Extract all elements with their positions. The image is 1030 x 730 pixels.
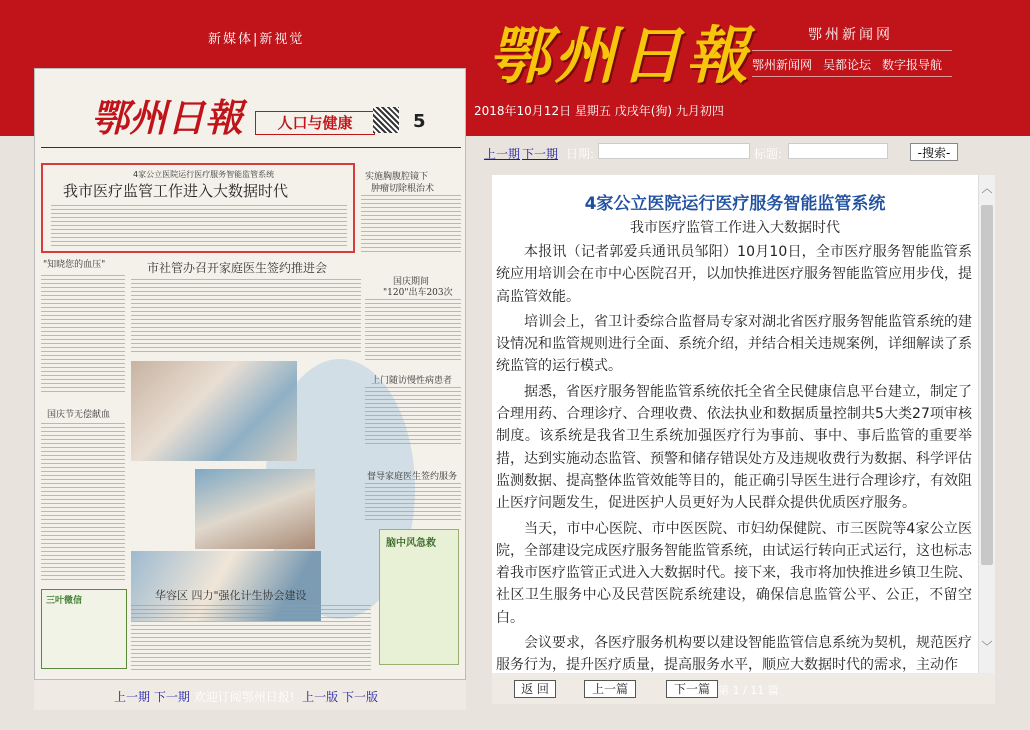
health-ad-box <box>379 529 459 665</box>
wechat-promo-title: 三叶微信 <box>46 596 83 606</box>
header-slogan: 新媒体|新视觉 <box>208 32 305 47</box>
paper-headline[interactable]: 实施胸腹腔镜下 <box>365 172 429 182</box>
paper-headline[interactable]: 上门随访慢性病患者 <box>371 376 453 386</box>
news-photo <box>131 361 297 461</box>
search-next-issue-link[interactable]: 下一期 <box>522 147 559 161</box>
article-text-block <box>365 299 461 363</box>
paper-headline[interactable]: 国庆期间 <box>393 277 430 287</box>
wechat-promo-box <box>41 589 127 669</box>
article-text-block <box>41 423 125 583</box>
back-button[interactable]: 返 回 <box>514 680 556 698</box>
prev-edition-link[interactable]: 上一版 <box>302 690 339 704</box>
highlight-title: 我市医疗监管工作进入大数据时代 <box>63 182 289 200</box>
page-nav <box>34 680 466 710</box>
link-ezhou-news[interactable]: 鄂州新闻网 <box>752 58 813 72</box>
paper-rule <box>41 147 461 148</box>
top-links <box>752 56 953 73</box>
header-divider <box>752 76 952 77</box>
prev-issue-link[interactable]: 上一期 <box>114 690 151 704</box>
prev-article-button[interactable]: 上一篇 <box>584 680 636 698</box>
article-text-block <box>365 483 461 523</box>
header-divider <box>752 50 952 51</box>
article-text-block <box>361 195 461 255</box>
newspaper-page-image[interactable] <box>34 68 466 680</box>
date-label: 日期: <box>566 147 595 161</box>
article-nav-bar <box>492 673 995 704</box>
paper-headline[interactable]: 肿瘤切除根治术 <box>371 184 435 194</box>
article-scrollbar[interactable] <box>978 175 995 673</box>
news-photo <box>195 469 315 549</box>
paper-headline[interactable]: 市社管办召开家庭医生签约推进会 <box>147 261 328 275</box>
selected-article-highlight[interactable] <box>41 163 355 253</box>
search-bar <box>474 138 998 166</box>
article-text-block <box>131 605 371 671</box>
article-page-indicator: 第 1 / 11 篇 <box>718 684 779 697</box>
next-article-button[interactable]: 下一篇 <box>666 680 718 698</box>
scroll-thumb[interactable] <box>981 205 993 565</box>
scroll-up-icon[interactable]: ︿ <box>981 182 993 195</box>
scroll-down-icon[interactable]: ﹀ <box>981 640 993 653</box>
paper-headline[interactable]: 督导家庭医生签约服务 <box>367 472 458 482</box>
article-title: 4家公立医院运行医疗服务智能监管系统 <box>584 194 886 214</box>
highlight-kicker: 4家公立医院运行医疗服务智能监管系统 <box>133 170 275 179</box>
article-paragraph: 培训会上，省卫计委综合监督局专家对湖北省医疗服务智能监管系统的建设情况和监管规则进行全面、系统介绍，并结合相关违规案例，详细解读了系统监管的运行模式。 <box>496 313 972 375</box>
link-digital-nav[interactable]: 数字报导航 <box>882 58 943 72</box>
search-prev-issue-link[interactable]: 上一期 <box>484 147 521 161</box>
qr-code-icon <box>373 107 399 133</box>
paper-headline[interactable]: 国庆节无偿献血 <box>47 410 111 420</box>
article-text-block <box>51 205 347 249</box>
search-button[interactable]: -搜索- <box>910 143 958 161</box>
title-input[interactable] <box>788 143 888 159</box>
issue-date: 2018年10月12日 星期五 戊戌年(狗) 九月初四 <box>474 104 724 118</box>
welcome-text: 欢迎订阅鄂州日报! <box>193 690 295 704</box>
article-paragraph: 本报讯（记者郭爱兵通讯员邹阳）10月10日，全市医疗服务智能监管系统应用培训会在市中心医院召开，以加快推进医疗服务智能监管应用步伐，提高监管效能。 <box>496 244 972 305</box>
article-text-block <box>41 275 125 395</box>
link-wudu-forum[interactable]: 吴都论坛 <box>823 58 872 72</box>
site-name: 鄂州新闻网 <box>808 27 893 43</box>
paper-headline[interactable]: "120"出车203次 <box>383 288 453 298</box>
paper-headline[interactable]: 华容区 四力"强化计生协会建设 <box>155 589 307 602</box>
article-paragraph: 会议要求，各医疗服务机构要以建设智能监管信息系统为契机，规范医疗服务行为，提升医疗质量，提高服务水平，顺应大数据时代的需求，主动作 <box>496 635 972 673</box>
site-logo: 鄂州日報 <box>488 19 753 92</box>
health-ad-title: 脑中风急救 <box>386 538 436 549</box>
paper-page-number: 5 <box>413 111 426 132</box>
article-paragraph: 据悉，省医疗服务智能监管系统依托全省全民健康信息平台建立，制定了合理用药、合理诊疗、合理收费、依法执业和数据质量控制共5大类27项审核制度。该系统是我省卫生系统加强医疗行为事前、事中、事后监管的重要举措，达到实施动态监管、预警和储存错误处方及违规收费行为数据、科学评估监测数据、提高整体监管效能等目的，能正确引导医生进行合理诊疗，有效阻止医疗问题发生，促进医护人员更好为人民群众提供优质医疗服务。 <box>496 383 972 512</box>
article-text-block <box>131 279 361 355</box>
article-content <box>492 175 978 673</box>
article-paragraph: 当天，市中心医院、市中医医院、市妇幼保健院、市三医院等4家公立医院，全部建设完成医疗服务智能监管系统，由试运行转向正式运行，这也标志着我市医疗监管正式进入大数据时代。接下来，我市将加快推进乡镇卫生院、社区卫生服务中心及民营医院系统建设，确保信息监管公平、公正，不留空白。 <box>496 520 972 626</box>
paper-logo: 鄂州日報 <box>91 95 244 140</box>
article-body <box>496 241 972 673</box>
title-label: 标题: <box>754 147 783 161</box>
article-subtitle: 我市医疗监管工作进入大数据时代 <box>630 220 840 236</box>
date-input[interactable] <box>598 143 750 159</box>
next-issue-link[interactable]: 下一期 <box>153 690 190 704</box>
next-edition-link[interactable]: 下一版 <box>341 690 378 704</box>
paper-section-title: 人口与健康 <box>255 111 375 135</box>
paper-headline[interactable]: "知晓您的血压" <box>43 260 106 270</box>
